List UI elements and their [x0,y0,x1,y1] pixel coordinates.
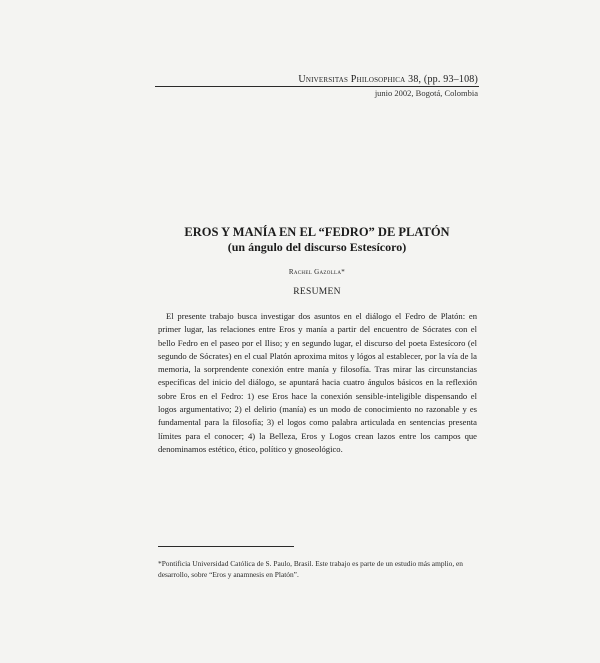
header-rule [155,86,479,87]
author-name: Rachel Gazolla* [288,268,346,276]
journal-name: Universitas Philosophica [298,74,406,85]
article-title: EROS Y MANÍA EN EL “FEDRO” DE PLATÓN [184,225,450,239]
article-subtitle: (un ángulo del discurso Estesícoro) [227,240,407,254]
abstract-text: El presente trabajo busca investigar dos asuntos en el diálogo el Fedro de Platón: en primer lugar, las relaciones entre Eros y manía a partir del encuentro de Sócrates con el bello Fedro en el paseo por el Iliso; y en segundo lugar, el discurso del poeta Estesícoro (el segundo de Sócrates) en el cual Platón aproxima mitos y lógos al establecer, por la vía de la memoria, la sorprendente conexión entre manía y filosofía. Tras mirar las circunstancias específicas del inicio del diálogo, se apuntará hacia cuatro ángulos básicos en la reflexión sobre Eros en el Fedro: 1) ese Eros hace la conexión sensible-inteligible dispensando el logos argumentativo; 2) el delirio (manía) es un modo de conocimiento no razonable y es fundamental para la filosofía; 3) el logos como palabra articulada en sentencias presenta límites para el conocer; 4) la Belleza, Eros y Logos crean lazos entre los campos que denominamos estético, ético, político y gnoseológico. [158,311,477,454]
running-header [298,74,478,85]
date-place: junio 2002, Bogotá, Colombia [374,88,478,98]
footnote-text: *Pontificia Universidad Católica de S. Paulo, Brasil. Este trabajo es parte de un estudio más amplio, en desarrollo, sobre “Eros y anamnesis en Platón”. [158,559,464,579]
footnote-rule [158,546,294,547]
volume-pages: 38, (pp. 93–108) [405,74,478,85]
abstract-heading: RESUMEN [293,287,341,297]
